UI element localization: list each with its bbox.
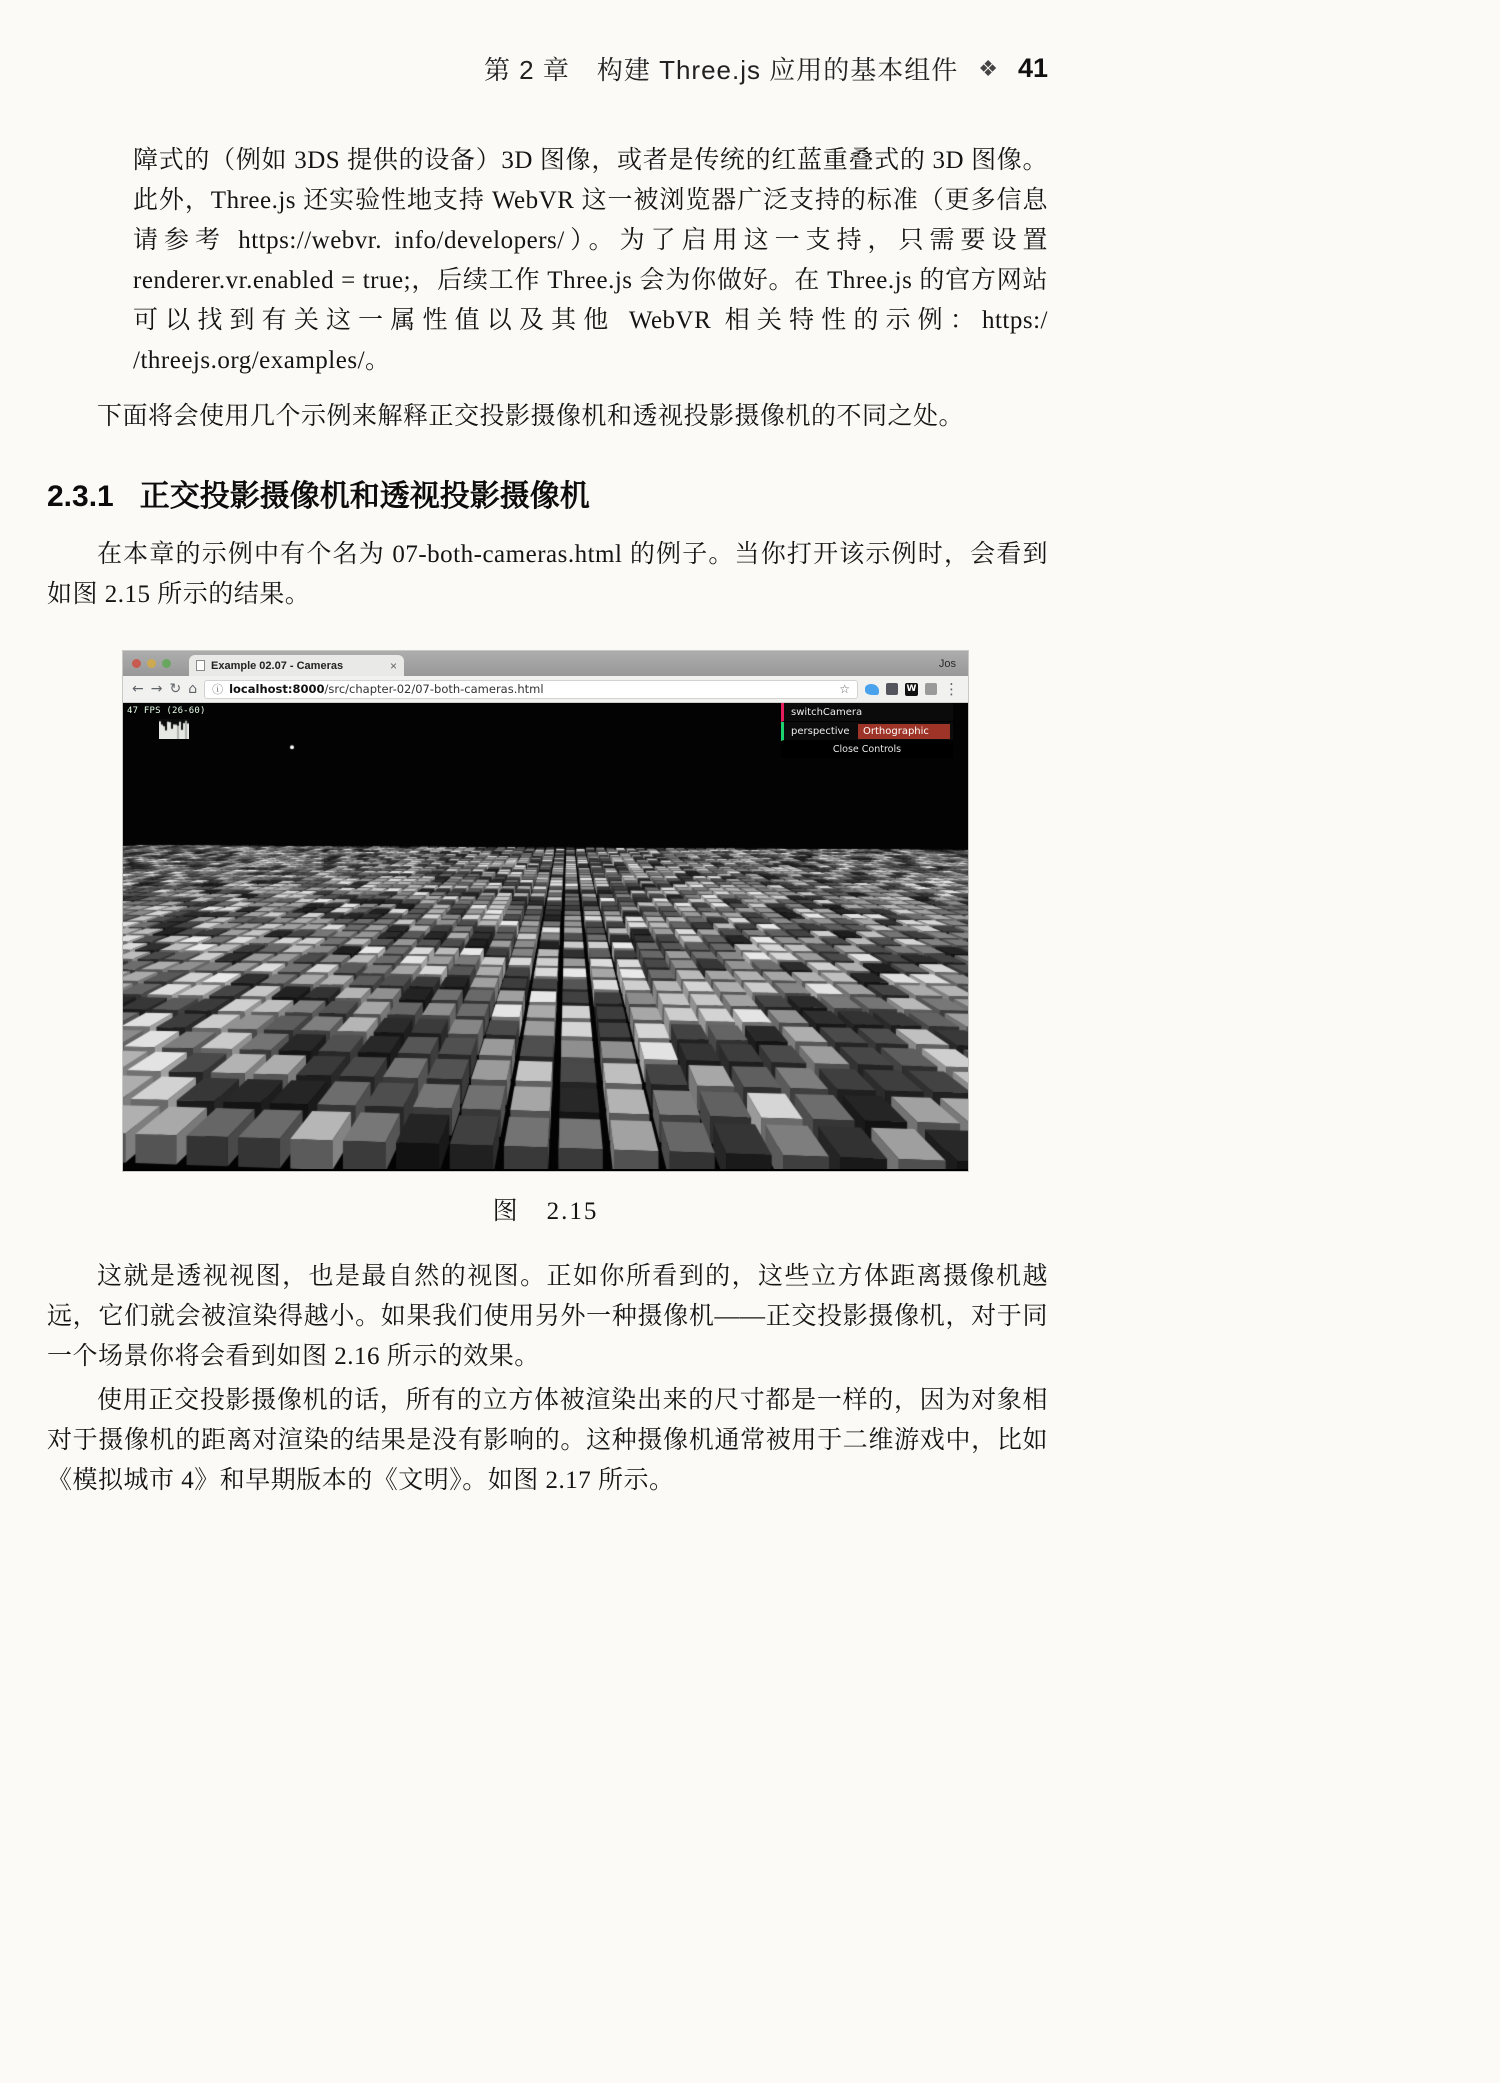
browser-tab[interactable]: [189, 655, 404, 676]
home-button[interactable]: ⌂: [188, 681, 198, 697]
page-header: [47, 0, 1048, 87]
twitter-extension-icon[interactable]: [865, 684, 879, 695]
perspective-row: [781, 722, 953, 741]
paragraph-example: 在本章的示例中有个名为 07-both-cameras.html 的例子。当你打开该示例时，会看到如图 2.15 所示的结果。: [47, 541, 1048, 608]
url-path: /src/chapter-02/07-both-cameras.html: [324, 682, 544, 696]
bookmark-star-icon[interactable]: ☆: [839, 682, 850, 696]
perspective-label: perspective: [791, 725, 850, 737]
browser-window: [123, 651, 968, 1171]
window-zoom-button[interactable]: [162, 659, 171, 668]
window-close-button[interactable]: [132, 659, 141, 668]
threejs-scene-canvas: [123, 703, 968, 1169]
back-button[interactable]: ←: [132, 681, 144, 697]
page-number: 41: [1017, 53, 1048, 83]
page-favicon-icon: [196, 660, 205, 671]
dat-gui-panel: [781, 703, 953, 758]
section-title: 正交投影摄像机和透视投影摄像机: [139, 480, 590, 513]
paragraph-intro: 下面将会使用几个示例来解释正交投影摄像机和透视投影摄像机的不同之处。: [97, 403, 965, 430]
url-host: localhost:8000: [229, 682, 325, 696]
reload-button[interactable]: ↻: [169, 681, 182, 697]
section-heading: [47, 471, 1048, 515]
paragraph-perspective: 这就是透视视图，也是最自然的视图。正如你所看到的，这些立方体距离摄像机越远，它们就会被渲染得越小。如果我们使用另外一种摄像机——正交投影摄像机，对于同一个场景你将会看到如图 2.16 所示的效果。: [47, 1263, 1048, 1370]
tab-close-icon[interactable]: ×: [389, 658, 397, 673]
perspective-value[interactable]: Orthographic: [858, 724, 950, 739]
window-minimize-button[interactable]: [147, 659, 156, 668]
paragraph-orthographic: 使用正交投影摄像机的话，所有的立方体被渲染出来的尺寸都是一样的，因为对象相对于摄像机的距离对渲染的结果是没有影响的。这种摄像机通常被用于二维游戏中，比如《模拟城市 4》和早期版本的《文明》。如图 2.17 所示。: [47, 1387, 1048, 1494]
fps-text: 47 FPS (26-60): [127, 706, 206, 716]
close-controls-button[interactable]: Close Controls: [781, 741, 953, 758]
wikipedia-extension-icon[interactable]: W: [906, 683, 917, 694]
paragraph-webvr: 障式的（例如 3DS 提供的设备）3D 图像，或者是传统的红蓝重叠式的 3D 图像。此外，Three.js 还实验性地支持 WebVR 这一被浏览器广泛支持的标准（更多信息请参考 https://webvr. info/developers/）。为了启用这一支持，只需要设置 renderer.vr.enabled = true;，后续工作 Three.js 会为你做好。在 Three.js 的官方网站可以找到有关这一属性值以及其他 WebVR 相关特性的示例：https:/ /threejs.org/examples/。: [133, 147, 1048, 374]
chapter-ornament-icon: ❖: [978, 55, 998, 81]
browser-toolbar: [123, 676, 968, 703]
site-info-icon[interactable]: ⓘ: [212, 683, 224, 696]
section-number: 2.3.1: [47, 480, 114, 513]
switch-camera-label: switchCamera: [791, 706, 863, 718]
browser-tab-strip: [123, 651, 968, 676]
profile-name: Jos: [938, 657, 956, 670]
figure-caption: 图 2.15: [492, 1198, 599, 1225]
extension-icon[interactable]: [886, 683, 898, 695]
fps-meter: [127, 706, 206, 739]
forward-button[interactable]: →: [150, 681, 163, 697]
fps-histogram: [159, 719, 189, 739]
figure-2-15: [123, 651, 968, 1227]
chapter-title: 第 2 章 构建 Three.js 应用的基本组件: [483, 55, 959, 85]
menu-icon[interactable]: ⋮: [944, 680, 959, 698]
tab-title: Example 02.07 - Cameras: [211, 659, 344, 672]
url-text: [229, 682, 543, 696]
browser-viewport: [123, 703, 968, 1171]
url-bar[interactable]: [204, 680, 858, 699]
switch-camera-button[interactable]: [781, 703, 953, 722]
extension-icon-2[interactable]: [925, 683, 937, 695]
